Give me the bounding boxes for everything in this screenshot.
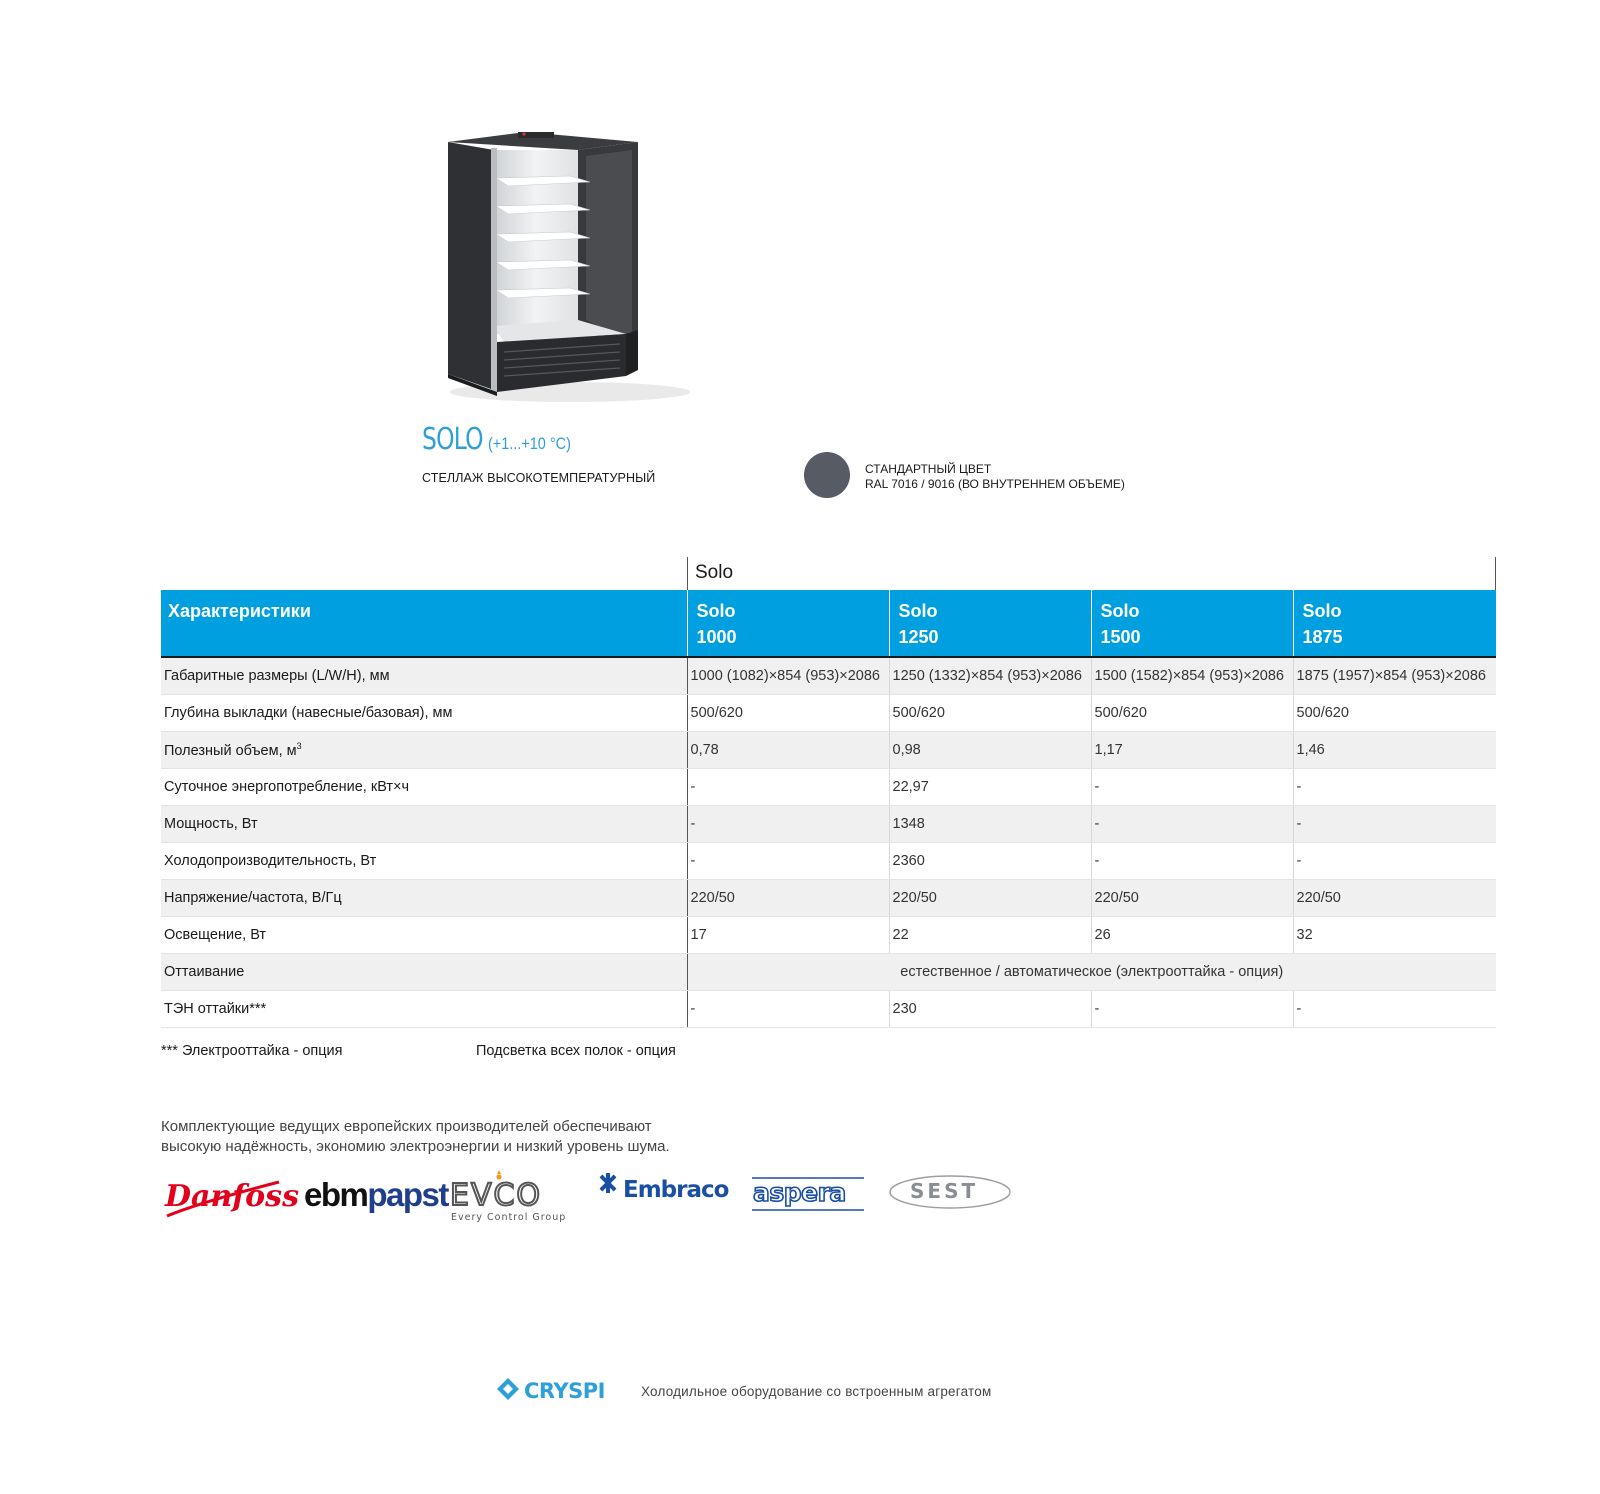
cell-value: 1875 (1957)×854 (953)×2086 bbox=[1293, 657, 1496, 695]
group-divider-right bbox=[1495, 557, 1496, 591]
cell-value: 500/620 bbox=[1293, 695, 1496, 732]
cell-value: 32 bbox=[1293, 917, 1496, 954]
cell-value: - bbox=[1293, 806, 1496, 843]
cell-value: 1250 (1332)×854 (953)×2086 bbox=[889, 657, 1091, 695]
color-swatch bbox=[804, 452, 850, 498]
table-row bbox=[161, 880, 1496, 917]
evco-wordmark: EVCO bbox=[450, 1178, 543, 1213]
suppliers-line-1: Комплектующие ведущих европейских производителей обеспечивают bbox=[161, 1118, 652, 1135]
model-name: Solo bbox=[898, 601, 938, 621]
header-model bbox=[1293, 590, 1496, 657]
table-row bbox=[161, 769, 1496, 806]
cell-value: - bbox=[1293, 843, 1496, 880]
cell-value: - bbox=[687, 991, 889, 1028]
color-line-1: СТАНДАРТНЫЙ ЦВЕТ bbox=[865, 462, 992, 476]
cell-value: 500/620 bbox=[687, 695, 889, 732]
ebmpapst-logo bbox=[304, 1176, 448, 1214]
ebm-wordmark: ebm bbox=[304, 1176, 368, 1213]
model-size: 1875 bbox=[1302, 627, 1343, 647]
color-line-2: RAL 7016 / 9016 (ВО ВНУТРЕННЕМ ОБЪЕМЕ) bbox=[865, 477, 1125, 491]
suppliers-line-2: высокую надёжность, экономию электроэнергии и низкий уровень шума. bbox=[161, 1138, 670, 1155]
row-label: Холодопроизводительность, Вт bbox=[161, 843, 687, 880]
table-row bbox=[161, 695, 1496, 732]
cell-value: 0,78 bbox=[687, 732, 889, 769]
sest-logo bbox=[887, 1170, 1013, 1214]
cell-value: 220/50 bbox=[1293, 880, 1496, 917]
cell-value: 22 bbox=[889, 917, 1091, 954]
cell-value: 220/50 bbox=[889, 880, 1091, 917]
header-model bbox=[889, 590, 1091, 657]
cell-value: - bbox=[1293, 769, 1496, 806]
cell-value: 26 bbox=[1091, 917, 1293, 954]
danfoss-logo bbox=[161, 1168, 299, 1224]
row-label: Оттаивание bbox=[161, 954, 687, 991]
cell-value: 500/620 bbox=[1091, 695, 1293, 732]
cell-value: 220/50 bbox=[1091, 880, 1293, 917]
sest-wordmark: SEST bbox=[910, 1179, 979, 1203]
embraco-wordmark: Embraco bbox=[623, 1177, 729, 1203]
table-row bbox=[161, 732, 1496, 769]
cell-value: 22,97 bbox=[889, 769, 1091, 806]
cell-value: 1,46 bbox=[1293, 732, 1496, 769]
row-label: Напряжение/частота, В/Гц bbox=[161, 880, 687, 917]
spec-table bbox=[161, 590, 1496, 1028]
header-characteristics: Характеристики bbox=[161, 590, 687, 657]
cell-value: 1500 (1582)×854 (953)×2086 bbox=[1091, 657, 1293, 695]
evco-tagline: Every Control Group bbox=[451, 1212, 567, 1223]
row-label: Глубина выкладки (навесные/базовая), мм bbox=[161, 695, 687, 732]
product-title bbox=[422, 422, 586, 457]
model-name: Solo bbox=[696, 601, 736, 621]
product-image bbox=[420, 120, 695, 430]
cell-value: 1000 (1082)×854 (953)×2086 bbox=[687, 657, 889, 695]
model-size: 1500 bbox=[1100, 627, 1141, 647]
cell-value: - bbox=[1091, 991, 1293, 1028]
model-size: 1250 bbox=[898, 627, 939, 647]
cell-value: - bbox=[687, 843, 889, 880]
cell-value: - bbox=[687, 769, 889, 806]
danfoss-wordmark: Danfoss bbox=[165, 1179, 299, 1214]
table-row bbox=[161, 843, 1496, 880]
row-label-text: Полезный объем, м bbox=[164, 742, 297, 759]
header-model bbox=[1091, 590, 1293, 657]
row-label: Суточное энергопотребление, кВт×ч bbox=[161, 769, 687, 806]
cell-value: 220/50 bbox=[687, 880, 889, 917]
cell-value: 1,17 bbox=[1091, 732, 1293, 769]
product-temp-range: (+1...+10 °C) bbox=[488, 434, 572, 453]
table-row bbox=[161, 991, 1496, 1028]
cell-value: 2360 bbox=[889, 843, 1091, 880]
product-subtitle: СТЕЛЛАЖ ВЫСОКОТЕМПЕРАТУРНЫЙ bbox=[422, 471, 656, 485]
aspera-logo bbox=[752, 1175, 864, 1215]
table-row bbox=[161, 806, 1496, 843]
table-row bbox=[161, 954, 1496, 991]
row-label bbox=[161, 732, 687, 769]
embraco-logo bbox=[596, 1172, 752, 1208]
cell-value: - bbox=[1091, 806, 1293, 843]
papst-wordmark: papst bbox=[367, 1176, 448, 1213]
cell-value: 0,98 bbox=[889, 732, 1091, 769]
model-name: Solo bbox=[1100, 601, 1140, 621]
header-model bbox=[687, 590, 889, 657]
note-defrost-option: *** Электрооттайка - опция bbox=[161, 1043, 343, 1059]
cell-value: - bbox=[1091, 769, 1293, 806]
group-divider-left bbox=[687, 557, 688, 591]
product-name: SOLO bbox=[422, 422, 483, 457]
cryspi-logo bbox=[496, 1375, 621, 1409]
color-description bbox=[865, 462, 1125, 492]
row-label: Мощность, Вт bbox=[161, 806, 687, 843]
model-size: 1000 bbox=[696, 627, 737, 647]
cell-value: - bbox=[1091, 843, 1293, 880]
table-row bbox=[161, 917, 1496, 954]
table-group-label: Solo bbox=[695, 562, 734, 583]
cell-value-merged: естественное / автоматическое (электрооттайка - опция) bbox=[687, 954, 1496, 991]
row-label-sup: 3 bbox=[296, 741, 302, 752]
row-label: ТЭН оттайки*** bbox=[161, 991, 687, 1028]
cell-value: 1348 bbox=[889, 806, 1091, 843]
suppliers-description bbox=[161, 1117, 781, 1157]
cell-value: 500/620 bbox=[889, 695, 1091, 732]
table-header-row bbox=[161, 590, 1496, 657]
cell-value: - bbox=[1293, 991, 1496, 1028]
model-name: Solo bbox=[1302, 601, 1342, 621]
note-shelf-lighting-option: Подсветка всех полок - опция bbox=[476, 1043, 676, 1059]
cell-value: 230 bbox=[889, 991, 1091, 1028]
snowflake-icon bbox=[600, 1173, 617, 1193]
cell-value: 17 bbox=[687, 917, 889, 954]
row-label: Освещение, Вт bbox=[161, 917, 687, 954]
row-label: Габаритные размеры (L/W/H), мм bbox=[161, 657, 687, 695]
evco-logo bbox=[449, 1170, 575, 1222]
cryspi-wordmark: CRYSPI bbox=[524, 1379, 605, 1403]
aspera-wordmark: aspera bbox=[753, 1178, 846, 1207]
cell-value: - bbox=[687, 806, 889, 843]
table-row bbox=[161, 657, 1496, 695]
footer-tagline: Холодильное оборудование со встроенным агрегатом bbox=[641, 1384, 992, 1399]
